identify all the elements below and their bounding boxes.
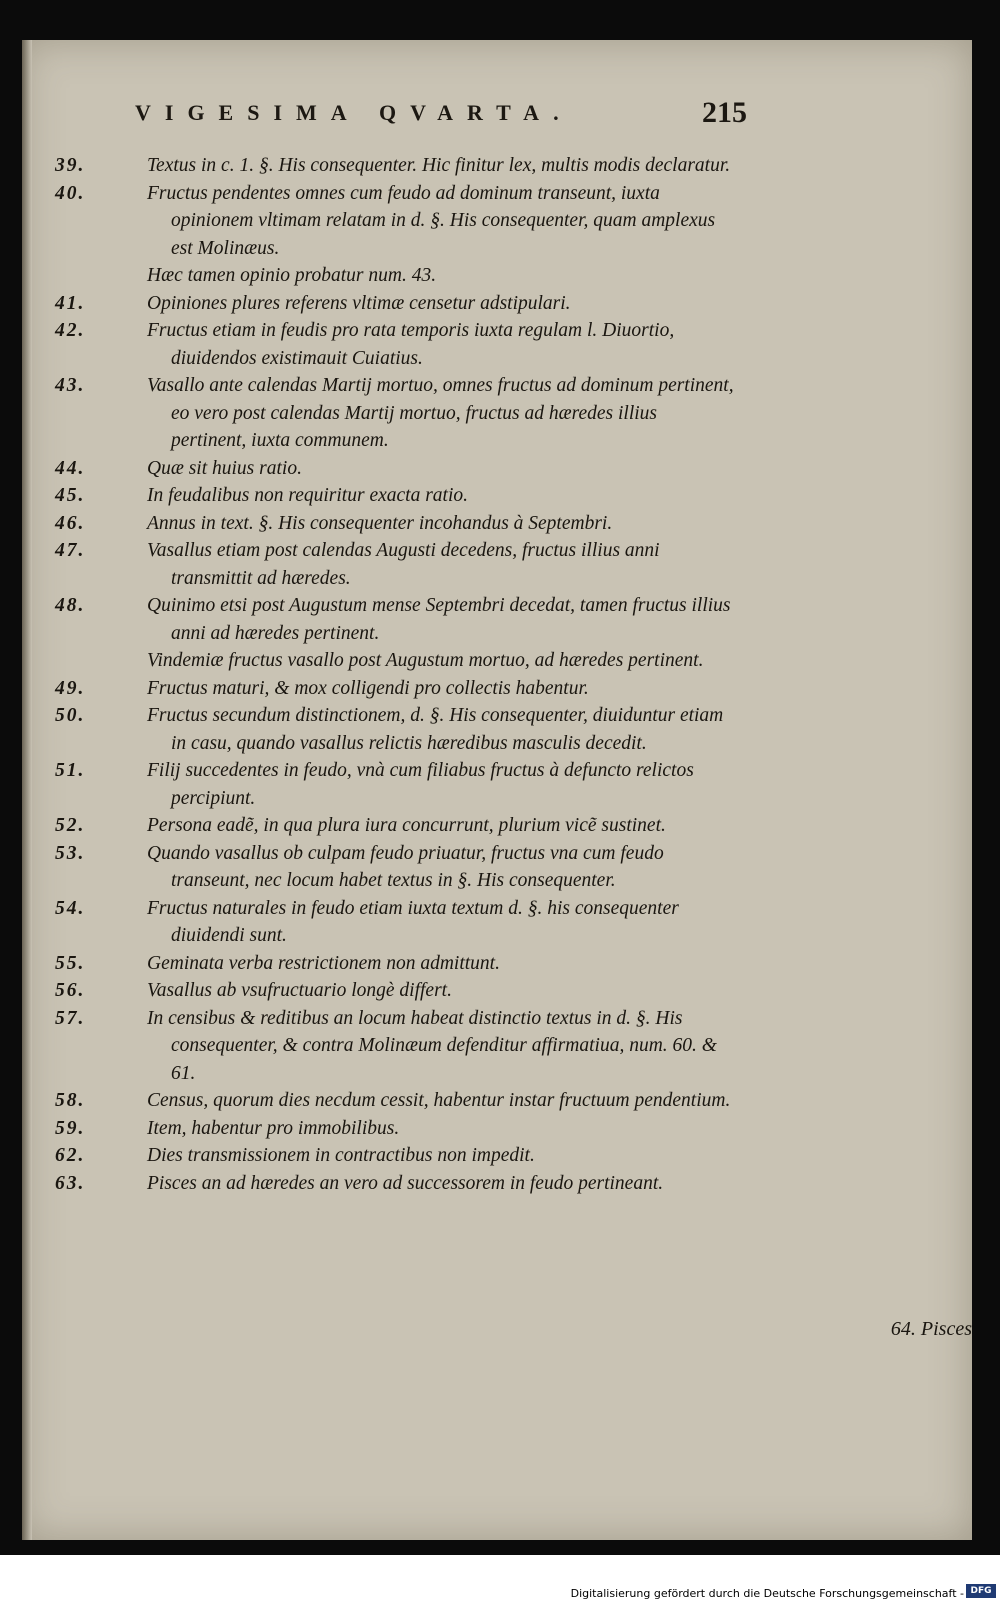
summary-list (55, 152, 735, 1197)
entry-text: Fructus maturi, & mox colligendi pro collectis habentur. (147, 677, 589, 699)
entry-text: Annus in text. §. His consequenter incohandus à Septembri. (147, 512, 613, 534)
catchword: 64. Pisces (890, 1318, 972, 1340)
entry-number: 57. (55, 1007, 86, 1029)
summary-entry (55, 1115, 735, 1143)
entry-number: 59. (55, 1117, 86, 1139)
page-number: 215 (702, 96, 747, 129)
summary-entry (55, 840, 735, 895)
entry-number: 46. (55, 512, 86, 534)
entry-text: Opiniones plures referens vltimæ censetur adstipulari. (147, 292, 571, 314)
entry-number: 39. (55, 155, 86, 176)
entry-number: 43. (55, 375, 86, 396)
entry-text: Census, quorum dies necdum cessit, habentur instar fructuum pendentium. (147, 1090, 731, 1111)
summary-entry (55, 1142, 735, 1170)
entry-number: 56. (55, 980, 86, 1001)
page-edge (22, 40, 32, 1540)
entry-text: Vasallus ab vsufructuario longè differt. (147, 980, 452, 1001)
entry-text: Vasallus etiam post calendas Augusti decedens, fructus illius anni transmittit ad hæredes. (147, 540, 660, 589)
entry-number: 52. (55, 815, 86, 836)
entry-text: Quinimo etsi post Augustum mense Septembri decedat, tamen fructus illius anni ad hæredes pertinent. (147, 595, 731, 644)
summary-entry (55, 372, 735, 455)
running-title: VIGESIMA QVARTA. (135, 100, 573, 125)
entry-text: Fructus naturales in feudo etiam iuxta textum d. §. his consequenter diuidendi sunt. (147, 897, 679, 946)
entry-text: In censibus & reditibus an locum habeat distinctio textus in d. §. His consequenter, & contra Molinæum defenditur affirmatiua, num. 60. & 61. (147, 1007, 717, 1084)
summary-entry (55, 592, 735, 647)
entry-number: 55. (55, 952, 86, 974)
entry-text: Fructus secundum distinctionem, d. §. His consequenter, diuiduntur etiam in casu, quando vasallus relictis hæredibus masculis decedit. (147, 705, 724, 754)
entry-text: Persona eadẽ, in qua plura iura concurrunt, plurium vicẽ sustinet. (147, 815, 666, 836)
entry-text: Dies transmissionem in contractibus non impedit. (147, 1145, 535, 1166)
entry-text: Fructus etiam in feudis pro rata temporis iuxta regulam l. Diuortio, diuidendos existimauit Cuiatius. (147, 320, 675, 369)
summary-entry (55, 180, 735, 263)
entry-text: Filij succedentes in feudo, vnà cum filiabus fructus à defuncto relictos percipiunt. (147, 760, 694, 809)
summary-entry (55, 950, 735, 978)
entry-number: 40. (55, 182, 86, 204)
summary-entry (55, 482, 735, 510)
entry-number: 63. (55, 1172, 86, 1194)
summary-entry (55, 537, 735, 592)
summary-entry (55, 290, 735, 318)
summary-entry (55, 757, 735, 812)
entry-number: 50. (55, 705, 86, 726)
summary-note (55, 262, 735, 290)
summary-entry (55, 1170, 735, 1198)
entry-text: Item, habentur pro immobilibus. (147, 1117, 400, 1139)
entry-number: 48. (55, 595, 86, 616)
entry-text: Vasallo ante calendas Martij mortuo, omnes fructus ad dominum pertinent, eo vero post calendas Martij mortuo, fructus ad hæredes illius pertinent, iuxta communem. (147, 375, 734, 451)
entry-number: 44. (55, 457, 86, 479)
entry-number: 41. (55, 292, 86, 314)
entry-number: 45. (55, 485, 86, 506)
entry-number: 58. (55, 1090, 86, 1111)
entry-number: 53. (55, 842, 86, 864)
summary-entry (55, 1005, 735, 1088)
footer-bar (0, 1555, 1000, 1607)
entry-text: Quando vasallus ob culpam feudo priuatur, fructus vna cum feudo transeunt, nec locum habet textus in §. His consequenter. (147, 842, 664, 891)
entry-text: Textus in c. 1. §. His consequenter. Hic finitur lex, multis modis declaratur. (147, 155, 731, 176)
entry-number: 51. (55, 760, 86, 781)
entry-number: 62. (55, 1145, 86, 1166)
entry-text: Pisces an ad hæredes an vero ad successorem in feudo pertineant. (147, 1172, 664, 1194)
entry-text: Quæ sit huius ratio. (147, 457, 302, 479)
summary-entry (55, 812, 735, 840)
summary-entry (55, 152, 735, 180)
entry-text: Geminata verba restrictionem non admittunt. (147, 952, 500, 974)
summary-entry (55, 977, 735, 1005)
summary-entry (55, 510, 735, 538)
entry-text: Hæc tamen opinio probatur num. 43. (147, 265, 437, 286)
entry-text: Fructus pendentes omnes cum feudo ad dominum transeunt, iuxta opinionem vltimam relatam in d. §. His consequenter, quam amplexus est Molinæus. (147, 182, 716, 259)
summary-entry (55, 702, 735, 757)
entry-number: 42. (55, 320, 86, 341)
summary-entry (55, 675, 735, 703)
summary-entry (55, 1087, 735, 1115)
summary-entry (55, 455, 735, 483)
summary-note (55, 647, 735, 675)
summary-entry (55, 317, 735, 372)
funding-credit: Digitalisierung gefördert durch die Deutsche Forschungsgemeinschaft - (570, 1587, 964, 1600)
entry-number: 47. (55, 540, 86, 561)
entry-number: 49. (55, 677, 86, 699)
entry-text: In feudalibus non requiritur exacta ratio. (147, 485, 468, 506)
dfg-logo-icon: DFG (966, 1584, 996, 1598)
entry-text: Vindemiæ fructus vasallo post Augustum mortuo, ad hæredes pertinent. (147, 650, 704, 671)
summary-entry (55, 895, 735, 950)
entry-number: 54. (55, 897, 86, 919)
running-head (135, 96, 747, 140)
